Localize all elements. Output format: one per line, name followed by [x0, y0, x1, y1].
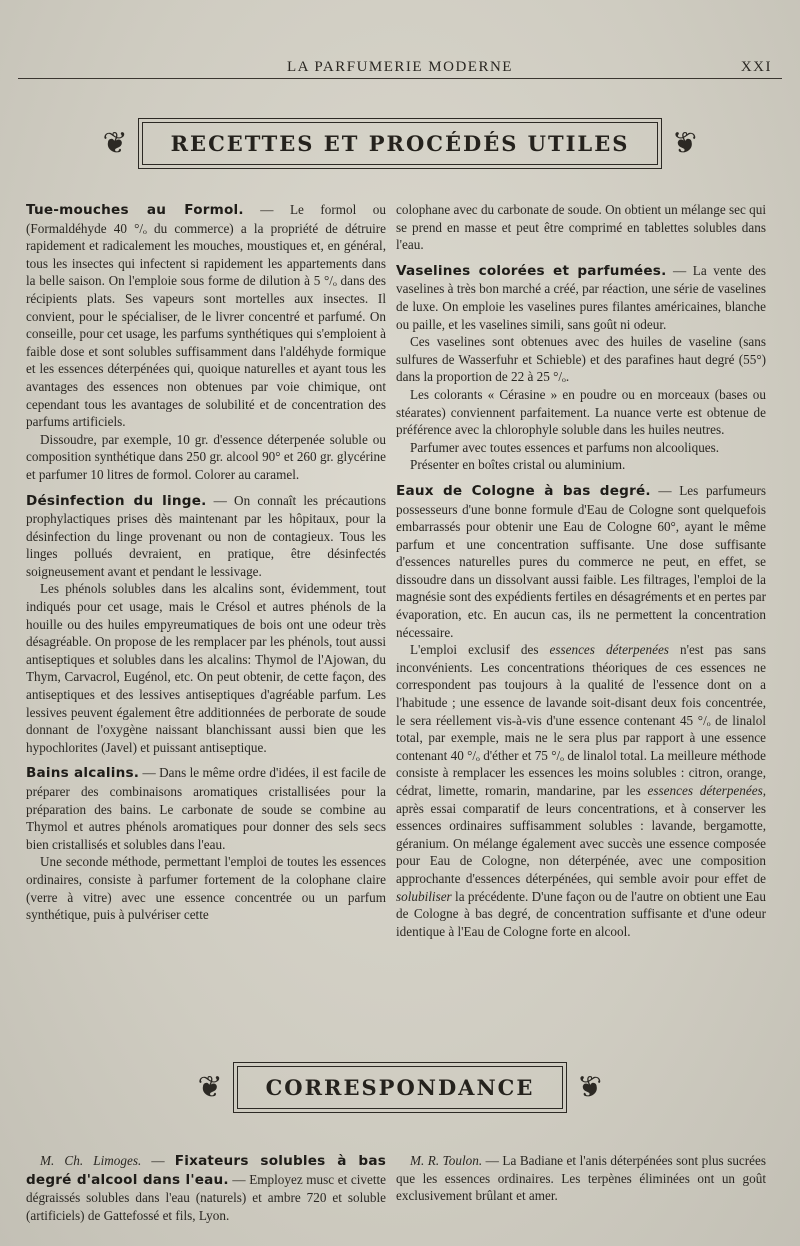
- article-heading: Désinfection du linge.: [26, 492, 207, 509]
- letter-reply: [26, 1152, 386, 1224]
- section-banner-correspondance: [0, 1062, 800, 1113]
- article-text: — Dans le même ordre d'idées, il est facile de préparer des combinaisons aromatiques cristallisées pour la préparation des bains. Le carbonate de soude se combine au Thymol et autres phénols aromatiques pour donner des sels secs bien cristallisés et solubles dans l'eau.: [26, 765, 387, 852]
- banner-frame: [138, 118, 663, 169]
- article-heading: Bains alcalins.: [26, 765, 140, 782]
- banner-frame: [233, 1062, 568, 1113]
- section-title: RECETTES ET PROCÉDÉS UTILES: [142, 122, 659, 165]
- paragraph: Une seconde méthode, permettant l'emploi de toutes les essences ordinaires, consiste à parfumer fortement de la colophane claire (verre à vitre) avec une essence concentrée ou un parfum synthétique, puis à pulvériser cette: [26, 854, 386, 923]
- paragraph: Les phénols solubles dans les alcalins sont, évidemment, tout indiqués pour cet usage, mais le Crésol et autres phénols de la houille ou des huiles empyreumatiques de bois ont une odeur très désagréable. On propose de les remplacer par les phénols, tout aussi antiseptiques et solubles dans les alcalins: Thymol de l'Ajowan, du Thym, Carvacrol, Eugénol, etc. On peut obtenir, de cette façon, des antiseptiques et des lessives antiseptiques d'agréable parfum. Les lessives peuvent également être additionnées de perborate de soude donnant de l'oxygène naissant blanchissant aussi bien que les hypochlorites (Javel) et puissant antiseptique.: [26, 581, 386, 755]
- paragraph: Dissoudre, par exemple, 10 gr. d'essence déterpenée soluble ou composition synthétique dans 250 gr. alcool 90° et 260 gr. glycérine et parfumer 10 litres de formol. Colorer au caramel.: [26, 431, 386, 482]
- correspondance-right: [396, 1152, 766, 1205]
- journal-title: LA PARFUMERIE MODERNE: [287, 59, 513, 75]
- article-eaux-de-cologne: [396, 482, 766, 641]
- article-text: — On connaît les précautions prophylactiques prises dès maintenant par les hôpitaux, pour la désinfection du linge provenant ou non de contagieux. Tous les linges pollués devraient, en pratique, être désinfectés soigneusement avant et pendant le lessivage.: [26, 492, 386, 579]
- article-desinfection: [26, 492, 386, 581]
- left-fleuron-icon: ❦: [197, 1070, 223, 1104]
- article-tue-mouches: [26, 201, 386, 431]
- letter-reply: [396, 1152, 766, 1205]
- left-column: [26, 201, 386, 924]
- right-fleuron-icon: ❦: [577, 1070, 603, 1104]
- article-text: — La vente des vaselines à très bon marché a créé, par réaction, une série de vaselines de luxe. On emploie les vaselines pures filantes américaines, blanche ou paille, et les vaselines simili, sans goût ni odeur.: [396, 262, 767, 332]
- text-run: , après essai comparatif de leurs concentrations, et à conserver les essences ordinaires suffisamment solubles : lavande, bergamotte, géranium. On mélange également avec succès une essence composée pour Eau de Cologne, non déterpénée, avec une composition approchante d'essences déterpénées, qui semble avoir pour effet de: [396, 783, 766, 886]
- paragraph: colophane avec du carbonate de soude. On obtient un mélange sec qui se prend en masse et peut être comprimé en tablettes solubles dans l'eau.: [396, 202, 766, 253]
- paragraph: Les colorants « Cérasine » en poudre ou en morceaux (bases ou stéarates) conviennent parfaitement. La nuance verte est obtenue de préférence avec la chlorophyle soluble dans les huiles neutres.: [396, 386, 766, 438]
- text-run: n'est pas sans inconvénients. Les concentrations théoriques de ces essences ne correspondent pas toujours à la qualité de l'essence dont on a l'habitude ; une essence de lavande soit-disant deux fois concentrée, le sera réellement vis-à-vis d'une essence contenant 45 °/ₒ de linalol total, par exemple, mais ne le sera plus par rapport à une essence contenant 40 °/ₒ d'éther et 75 °/ₒ de linalol total. La meilleure méthode consiste à remplacer les essences les moins solubles : citron, orange, cédrat, limette, romarin, mandarine, par les: [396, 642, 766, 798]
- emphasis: solubiliser: [396, 888, 452, 904]
- separator: —: [141, 1153, 175, 1168]
- right-fleuron-icon: ❦: [672, 126, 698, 160]
- article-vaselines: [396, 262, 766, 333]
- correspondent-name: M. Ch. Limoges.: [40, 1153, 142, 1168]
- section-title: CORRESPONDANCE: [237, 1066, 564, 1109]
- text-run: la précédente. D'une façon ou de l'autre on obtient une Eau de Cologne à bas degré, de concentration suffisante et d'une odeur identique à l'Eau de Cologne forte en alcool.: [396, 888, 766, 939]
- article-text: — Le formol ou (Formaldéhyde 40 °/ₒ du commerce) a la propriété de détruire rapidement et radicalement les mouches, moustiques et, en général, tous les insectes qui infectent si rapidement les appartements dans la belle saison. On l'emploie sous forme de dilution à 5 °/ₒ dans des récipients plats. Ses vapeurs sont mortelles aux insectes. Il convient, pour le spécialiser, de le livrer concentré et parfumé. On conseille, pour cet usage, les parfums synthétiques qui s'emploient à faible dose et sont solubles suffisamment dans l'aldéhyde formique et les essences déterpénées qui, quoique naturelles et ayant tous les avantages des essences non obtenues par voie chimique, ont cependant tous les avantages de solubilité et de concentration des parfums artificiels.: [26, 202, 386, 430]
- paragraph: Parfumer avec toutes essences et parfums non alcooliques.: [410, 439, 720, 455]
- reply-text: — Employez musc et civette dégraissés solubles dans l'eau (naturels) et ambre 720 et soluble (artificiels) de Gattefossé et fils, Lyon.: [26, 1171, 386, 1223]
- reply-heading: Fixateurs solubles à bas degré d'alcool dans l'eau.: [26, 1153, 387, 1188]
- article-heading: Eaux de Cologne à bas degré.: [396, 482, 651, 499]
- article-bains: [26, 764, 386, 853]
- reply-text: — La Badiane et l'anis déterpénées sont plus sucrées que les essences ordinaires. Les terpènes éliminées ont un goût exclusivement brûlant et amer.: [396, 1153, 767, 1204]
- text-run: L'emploi exclusif des: [410, 642, 550, 658]
- paragraph: [396, 641, 766, 940]
- article-heading: Vaselines colorées et parfumées.: [396, 262, 667, 279]
- page-number: XXI: [740, 59, 772, 75]
- paragraph: Présenter en boîtes cristal ou aluminium.: [410, 457, 626, 473]
- article-heading: Tue-mouches au Formol.: [26, 202, 244, 218]
- correspondent-name: M. R. Toulon.: [410, 1153, 483, 1168]
- right-column: [396, 201, 766, 940]
- paragraph: Ces vaselines sont obtenues avec des huiles de vaseline (sans sulfures de Wasserfuhr et Schieble) et des parafines haut degré (55°) dans la proportion de 22 à 25 °/ₒ.: [396, 334, 766, 385]
- running-header: [18, 58, 782, 79]
- correspondance-left: [26, 1152, 386, 1224]
- left-fleuron-icon: ❦: [102, 126, 128, 160]
- emphasis: essences déterpenées: [647, 783, 763, 798]
- section-banner-recettes: [0, 118, 800, 169]
- emphasis: essences déterpenées: [549, 642, 669, 658]
- article-text: — Les parfumeurs possesseurs d'une bonne formule d'Eau de Cologne sont quelquefois embarrassés pour obtenir une Eau de Cologne 60°, ayant le même parfum et une concentration suffisante. Une dose suffisante d'essences naturelles pures du commerce ne peut, en effet, se dissoudre dans un dissolvant aussi faible. Les filtrages, l'emploi de la magnésie sont des expédients fertiles en désagréments et en pertes par évaporation, etc. En aucun cas, ils ne permettent la concentration nécessaire.: [396, 482, 766, 640]
